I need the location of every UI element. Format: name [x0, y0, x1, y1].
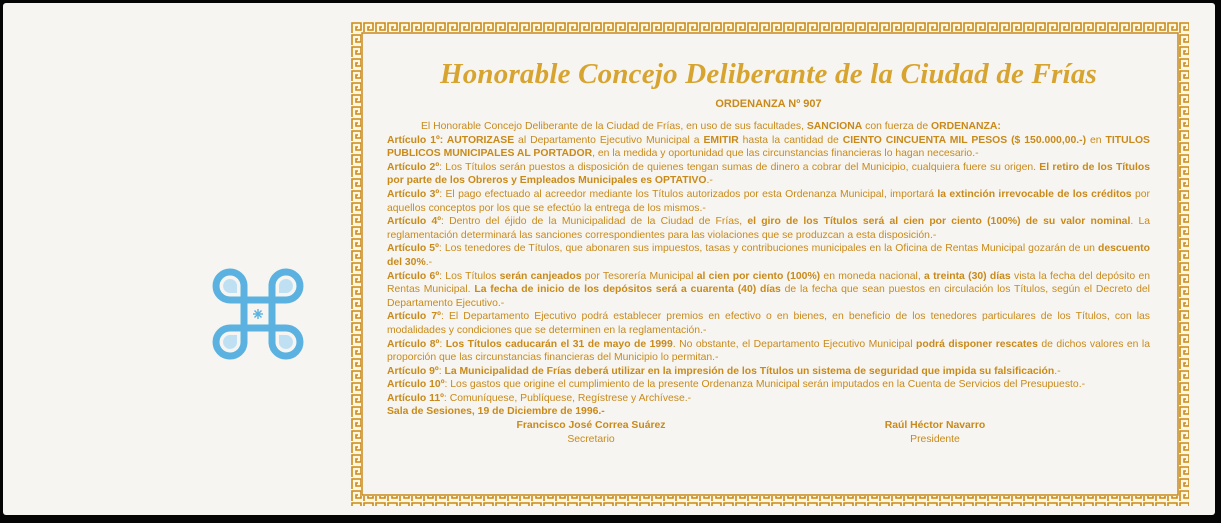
signature-president: [835, 419, 1035, 446]
session-date: Sala de Sesiones, 19 de Diciembre de 1996.-: [387, 406, 605, 418]
article-7: Artículo 7º: El Departamento Ejecutivo podrá establecer premios en efectivo o en bienes, en beneficio de los tenedores particulares de los Títulos, con las modalidades y condiciones que se determinen en la reglamentación.-: [387, 311, 1150, 336]
article-8: Artículo 8º: Los Títulos caducarán el 31 de mayo de 1999. No obstante, el Departamento Ejecutivo Municipal podrá disponer rescates de dichos valores en la proporción que las circunstancias financieras del Municipio lo permitan.-: [387, 338, 1150, 364]
signer-name: Francisco José Correa Suárez: [516, 420, 666, 432]
ordinance-body: [387, 120, 1150, 419]
ordinance-content: [387, 55, 1150, 449]
article-2: Artículo 2º: Los Títulos serán puestos a disposición de quienes tengan sumas de dinero a cobrar del Municipio, cualquiera fuere su origen. El retiro de los Títulos por parte de los Obreros y Empleados Municipales es OPTATIVO.-: [387, 161, 1150, 187]
ordinance-document: [3, 3, 1215, 515]
intro-paragraph: El Honorable Concejo Deliberante de la Ciudad de Frías, en uso de sus facultades, SANCIONA con fuerza de ORDENANZA:: [421, 121, 1001, 132]
article-5: Artículo 5º: Los tenedores de Títulos, que abonaren sus impuestos, tasas y contribuciones municipales en la Oficina de Rentas Municipal gozarán de un descuento del 30%.-: [387, 243, 1150, 268]
article-6: Artículo 6º: Los Títulos serán canjeados por Tesorería Municipal al cien por ciento (100%) en moneda nacional, a treinta (30) días vista la fecha del depósito en Rentas Municipal. La fecha de inicio de los depósitos será a cuarenta (40) días de la fecha que sean puestos en circulación los Títulos, según el Decreto del Departamento Ejecutivo.-: [387, 270, 1151, 309]
article-3: Artículo 3º: El pago efectuado al acreedor mediante los Títulos autorizados por esta Ordenanza Municipal, importará la extinción irrevocable de los créditos por aquellos conceptos por los que se efectúo la entrega de los mismos.-: [387, 188, 1150, 214]
article-10: Artículo 10º: Los gastos que origine el cumplimiento de la presente Ordenanza Municipal serán imputados en la Cuenta de Servicios del Presupuesto.-: [387, 379, 1086, 391]
article-4: Artículo 4º: Dentro del éjido de la Municipalidad de la Ciudad de Frías, el giro de los Títulos será al cien por ciento (100%) de su valor nominal. La reglamentación determinará las sanciones correspondientes para las violaciones que se produzcan a esta disposición.-: [387, 216, 1150, 241]
signer-name: Raúl Héctor Navarro: [884, 420, 986, 432]
article-1: Artículo 1º: AUTORIZASE al Departamento Ejecutivo Municipal a EMITIR hasta la cantidad de CIENTO CINCUENTA MIL PESOS ($ 150.000,00.-) en TITULOS PUBLICOS MUNICIPALES AL PORTADOR, en la medida y oportunidad que las circunstancias financieras lo hagan necesario.-: [387, 134, 1150, 160]
signer-role: Secretario: [567, 433, 615, 445]
signer-role: Presidente: [910, 433, 960, 445]
article-9: Artículo 9º: La Municipalidad de Frías deberá utilizar en la impresión de los Títulos un sistema de seguridad que impida su falsificación.-: [387, 365, 1061, 377]
article-11: Artículo 11º: Comuníquese, Publíquese, Regístrese y Archívese.-: [387, 392, 692, 404]
signatures: [387, 419, 1150, 449]
command-knot-icon: [211, 267, 305, 361]
ordinance-number: ORDENANZA Nº 907: [715, 98, 822, 110]
council-title: Honorable Concejo Deliberante de la Ciudad de Frías: [439, 58, 1098, 90]
signature-secretary: [491, 419, 691, 446]
